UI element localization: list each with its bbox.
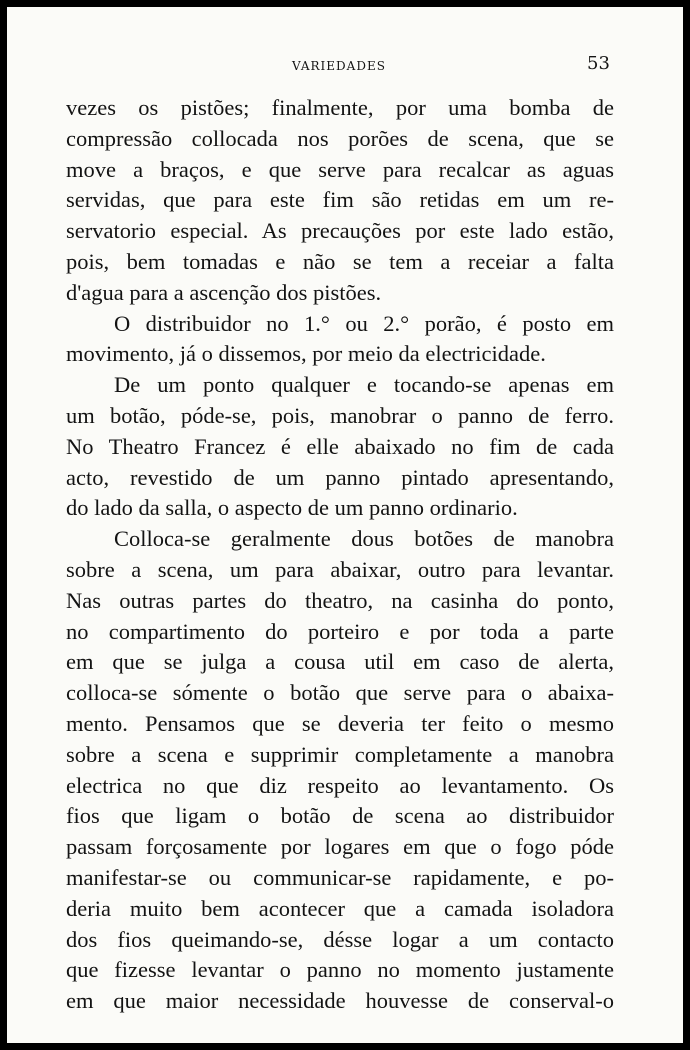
- running-title: VARIEDADES: [292, 59, 386, 73]
- text-line: No Theatro Francez é elle abaixado no fim de cada: [66, 433, 614, 459]
- text-line: servatorio especial. As precauções por este lado estão,: [66, 218, 614, 244]
- text-line: compressão collocada nos porões de scena, que se: [66, 125, 614, 151]
- text-line: sobre a scena, um para abaixar, outro para levantar.: [66, 556, 614, 582]
- text-line: manifestar-se ou communicar-se rapidamente, e po-: [66, 864, 614, 890]
- book-page: [7, 7, 683, 1043]
- text-line: acto, revestido de um panno pintado apresentando,: [66, 464, 614, 490]
- text-line: colloca-se sómente o botão que serve para o abaixa-: [66, 680, 614, 706]
- text-line: O distribuidor no 1.° ou 2.° porão, é posto em: [114, 310, 614, 336]
- text-line: De um ponto qualquer e tocando-se apenas em: [114, 372, 614, 398]
- text-line: movimento, já o dissemos, por meio da electricidade.: [66, 341, 546, 367]
- text-line: que fizesse levantar o panno no momento justamente: [66, 957, 614, 983]
- text-line: um botão, póde-se, pois, manobrar o panno de ferro.: [66, 402, 614, 428]
- text-line: sobre a scena e supprimir completamente a manobra: [66, 741, 614, 767]
- page-header: [7, 53, 683, 77]
- text-line: electrica no que diz respeito ao levantamento. Os: [66, 772, 614, 798]
- text-line: Nas outras partes do theatro, na casinha do ponto,: [66, 587, 614, 613]
- text-line: fios que ligam o botão de scena ao distribuidor: [66, 803, 614, 829]
- text-line: passam forçosamente por logares em que o fogo póde: [66, 834, 614, 860]
- text-line: do lado da salla, o aspecto de um panno ordinario.: [66, 495, 518, 521]
- text-line: no compartimento do porteiro e por toda a parte: [66, 618, 614, 644]
- text-line: em que se julga a cousa util em caso de alerta,: [66, 649, 614, 675]
- text-line: move a braços, e que serve para recalcar as aguas: [66, 156, 614, 182]
- text-line: deria muito bem acontecer que a camada isoladora: [66, 895, 614, 921]
- text-line: dos fios queimando-se, désse logar a um contacto: [66, 926, 614, 952]
- text-line: servidas, que para este fim são retidas em um re-: [66, 187, 614, 213]
- text-line: mento. Pensamos que se deveria ter feito o mesmo: [66, 710, 614, 736]
- text-line: d'agua para a ascenção dos pistões.: [66, 279, 382, 305]
- text-line: pois, bem tomadas e não se tem a receiar a falta: [66, 248, 614, 274]
- body-text: [66, 93, 614, 1017]
- text-line: em que maior necessidade houvesse de conserval-o: [66, 988, 614, 1014]
- page-number: 53: [587, 53, 610, 74]
- text-line: vezes os pistões; finalmente, por uma bomba de: [66, 95, 614, 120]
- text-line: Colloca-se geralmente dous botões de manobra: [114, 526, 614, 552]
